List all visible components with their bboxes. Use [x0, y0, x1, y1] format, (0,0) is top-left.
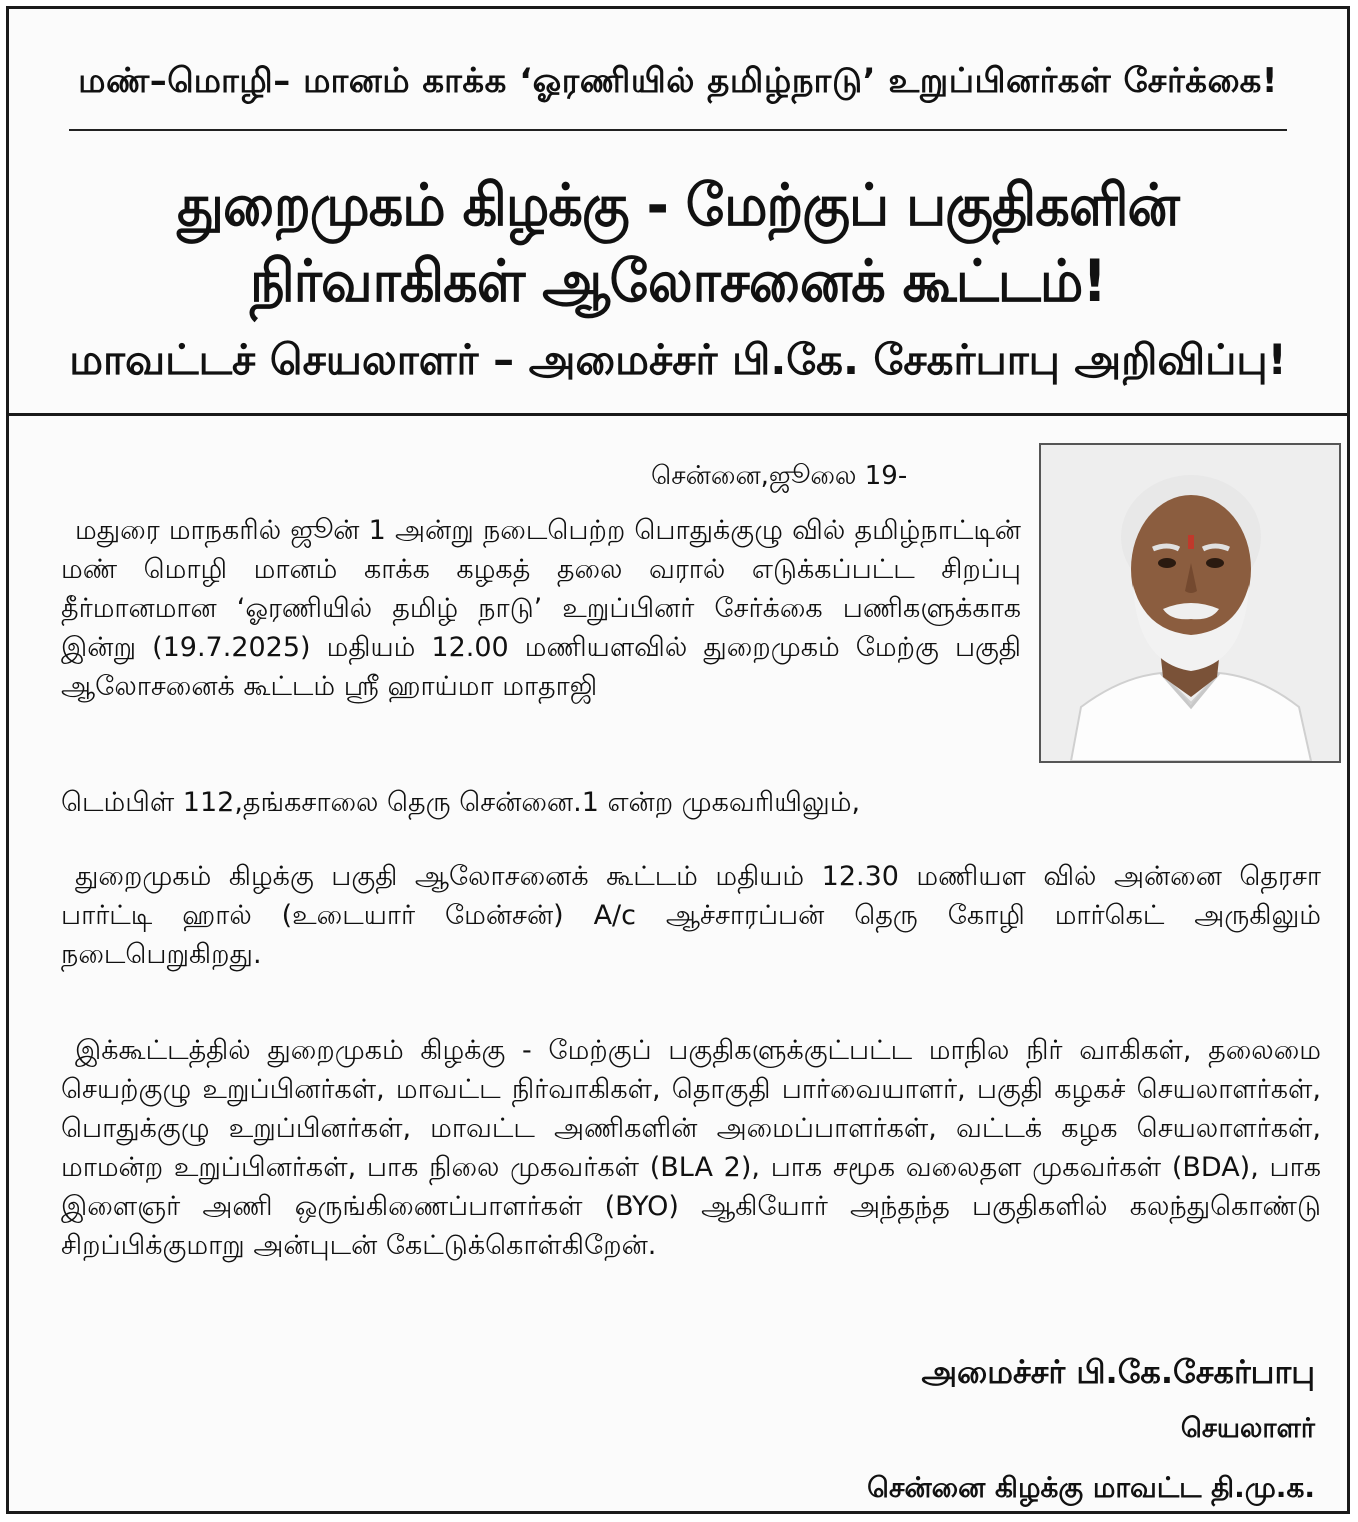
- signature-name: அமைச்சர் பி.கே.சேகர்பாபு: [921, 1353, 1315, 1391]
- headline-divider: [69, 129, 1287, 131]
- portrait-illustration: [1041, 445, 1339, 761]
- dateline: சென்னை,ஜூலை 19-: [651, 461, 908, 491]
- paragraph-meeting-east: துறைமுகம் கிழக்கு பகுதி ஆலோசனைக் கூட்டம் மதியம் 12.30 மணியள வில் அன்னை தெரசா பார்ட்டி ஹால் (உடையார் மேன்சன்) A/c ஆச்சாரப்பன் தெரு கோழி மார்கெட் அருகிலும் நடைபெறுகிறது.: [61, 861, 1321, 970]
- portrait-photo: [1039, 443, 1341, 763]
- paragraph-meeting-west: மதுரை மாநகரில் ஜூன் 1 அன்று நடைபெற்ற பொதுக்குழு வில் தமிழ்நாட்டின் மண் மொழி மானம் காக்க கழகத் தலை வரால் எடுக்கப்பட்ட சிறப்பு தீர்மானமான ‘ஓரணியில் தமிழ் நாடு’ உறுப்பினர் சேர்க்கை பணிகளுக்காக இன்று (19.7.2025) மதியம் 12.00 மணியளவில் துறைமுகம் மேற்கு பகுதி ஆலோசனைக் கூட்டம் ஸ்ரீ ஹாய்மா மாதாஜி: [61, 515, 1021, 702]
- signature-organization: சென்னை கிழக்கு மாவட்ட தி.மு.க.: [867, 1471, 1315, 1504]
- paragraph-meeting-west-address: டெம்பிள் 112,தங்கசாலை தெரு சென்னை.1 என்ற முகவரியிலும்,: [61, 787, 861, 818]
- headline-campaign: மண்–மொழி– மானம் காக்க ‘ஓரணியில் தமிழ்நாடு’ உறுப்பினர்கள் சேர்க்கை!: [78, 61, 1278, 101]
- notice-card: [6, 6, 1350, 1514]
- paragraph-invitees: இக்கூட்டத்தில் துறைமுகம் கிழக்கு - மேற்குப் பகுதிகளுக்குட்பட்ட மாநில நிர் வாகிகள், தலைமை செயற்குழு உறுப்பினர்கள், மாவட்ட நிர்வாகிகள், தொகுதி பார்வையாளர், பகுதி கழகச் செயலாளர்கள், பொதுக்குழு உறுப்பினர்கள், மாவட்ட அணிகளின் அமைப்பாளர்கள், வட்டக் கழக செயலாளர்கள், மாமன்ற உறுப்பினர்கள், பாக நிலை முகவர்கள் (BLA 2), பாக சமூக வலைதள முகவர்கள் (BDA), பாக இளைஞர் அணி ஒருங்கிணைப்பாளர்கள் (BYO) ஆகியோர் அந்தந்த பகுதிகளில் கலந்துகொண்டு சிறப்பிக்குமாறு அன்புடன் கேட்டுக்கொள்கிறேன்.: [61, 1035, 1321, 1261]
- signature-role: செயலாளர்: [1180, 1413, 1315, 1444]
- headline-announcer: மாவட்டச் செயலாளர் – அமைச்சர் பி.கே. சேகர்பாபு அறிவிப்பு!: [69, 335, 1287, 384]
- headline-main: துறைமுகம் கிழக்கு - மேற்குப் பகுதிகளின் நிர்வாகிகள் ஆலோசனைக் கூட்டம்!: [177, 171, 1179, 315]
- section-divider: [9, 413, 1347, 416]
